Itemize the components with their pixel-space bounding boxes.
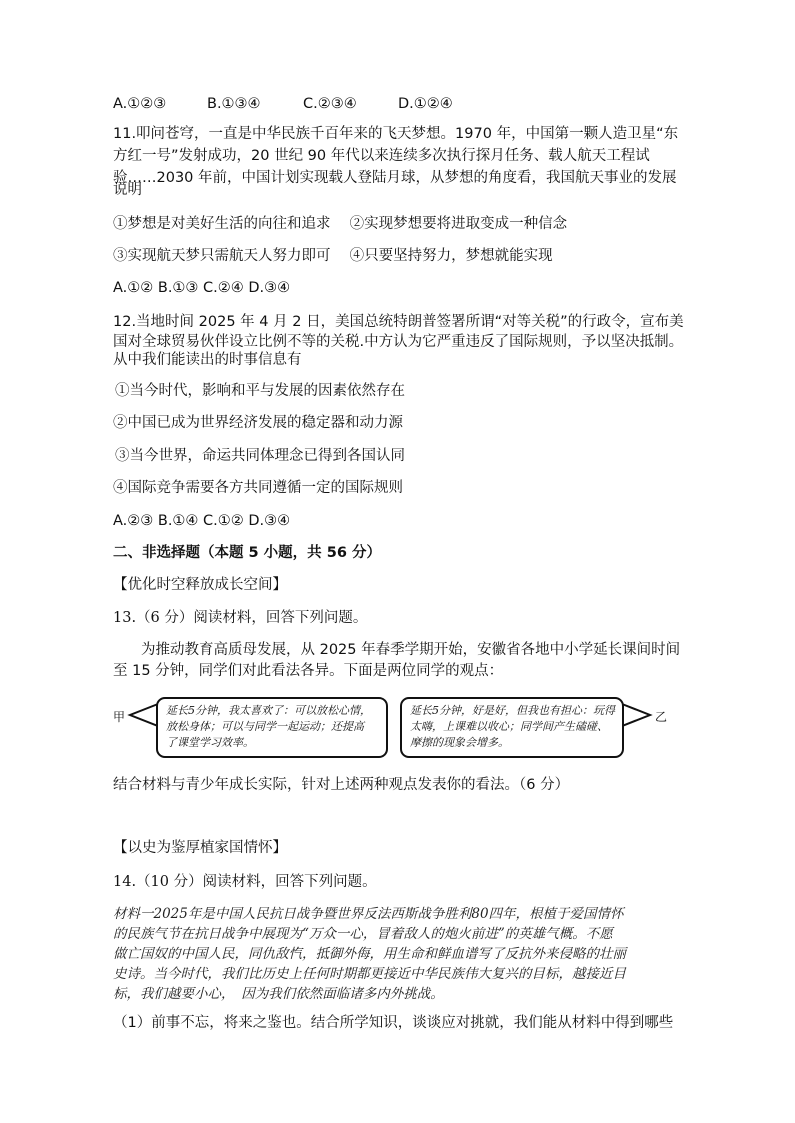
student-yi-label: 乙 (655, 710, 668, 724)
q10-option-c: C.②③④ (303, 96, 357, 112)
q12-stem-line: 12.当地时间 2025 年 4 月 2 日，美国总统特朗普签署所谓“对等关税”的行政令，宣布美 (113, 314, 684, 330)
bubble-jia-line: 了课堂学习效率。 (166, 736, 254, 749)
q14-material-line: 史诗。当今时代，我们比历史上任何时期都更接近中华民族伟大复兴的目标，越接近目 (113, 966, 626, 982)
q10-option-a: A.①②③ (113, 96, 167, 112)
speech-bubble-yi (400, 697, 624, 758)
theme-heading: 【优化时空释放成长空间】 (113, 577, 287, 593)
theme-heading: 【以史为鉴厚植家国情怀】 (113, 840, 287, 856)
q11-stem-line: 方红一号”发射成功，20 世纪 90 年代以来连续多次执行探月任务、载人航天工程试 (113, 148, 650, 164)
q13-stem: 13.（6 分）阅读材料，回答下列问题。 (113, 610, 368, 626)
speech-tail-right (620, 700, 654, 730)
q10-option-d: D.①②④ (398, 96, 453, 112)
q11-stem-line: 验……2030 年前，中国计划实现载人登陆月球，从梦想的角度看，我国航天事业的发展 (113, 170, 677, 186)
q12-item: ③当今世界，命运共同体理念已得到各国认同 (115, 448, 405, 464)
bubble-yi-line: 延长5分钟，好是好，但我也有担心：玩得 (410, 704, 615, 717)
q10-option-b: B.①③④ (207, 96, 261, 112)
q11-item: ③实现航天梦只需航天人努力即可 ④只要坚持努力，梦想就能实现 (113, 248, 553, 264)
q13-paragraph-line: 至 15 分钟，同学们对此看法各异。下面是两位同学的观点： (113, 663, 504, 679)
q11-stem-line: 11.叩问苍穹，一直是中华民族千百年来的飞天梦想。1970 年，中国第一颗人造卫星“东 (113, 126, 679, 142)
q14-material-line: 材料一2025年是中国人民抗日战争暨世界反法西斯战争胜利80四年，根植于爱国情怀 (113, 906, 624, 922)
section-title: 二、非选择题（本题 5 小题，共 56 分） (113, 545, 381, 561)
q11-stem-line: 说明 (113, 182, 142, 198)
bubble-jia-line: 放松身体；可以与同学一起运动；还提高 (166, 720, 364, 733)
q12-item: ④国际竞争需要各方共同遵循一定的国际规则 (113, 480, 403, 496)
q12-stem-line: 国对全球贸易伙伴设立比例不等的关税.中方认为它严重违反了国际规则，予以坚决抵制。 (113, 334, 684, 350)
q14-stem: 14.（10 分）阅读材料，回答下列问题。 (113, 874, 377, 890)
q14-material-line: 的民族气节在抗日战争中展现为“万众一心，冒着敌人的炮火前进”的英雄气概。不愿 (113, 926, 613, 942)
speech-tail-left (126, 700, 160, 730)
q13-question: 结合材料与青少年成长实际，针对上述两种观点发表你的看法。（6 分） (113, 777, 570, 793)
q14-material-line: 标，我们越要小心， 因为我们依然面临诸多内外挑战。 (113, 986, 444, 1002)
student-jia-label: 甲 (113, 710, 126, 724)
bubble-yi-line: 摩擦的现象会增多。 (410, 736, 509, 749)
q14-subquestion-1: （1）前事不忘，将来之鉴也。结合所学知识，谈谈应对挑就，我们能从材料中得到哪些 (113, 1015, 674, 1031)
q11-options: A.①② B.①③ C.②④ D.③④ (113, 280, 291, 296)
q12-item: ②中国已成为世界经济发展的稳定器和动力源 (113, 415, 403, 431)
speech-bubble-jia (156, 697, 388, 758)
q13-paragraph-line: 为推动教育高质母发展，从 2025 年春季学期开始，安徽省各地中小学延长课间时间 (141, 642, 681, 658)
q12-stem-line: 从中我们能读出的时事信息有 (113, 352, 302, 368)
q14-material-line: 做亡国奴的中国人民，同仇敌忾，抵御外侮，用生命和鲜血谱写了反抗外来侵略的壮丽 (113, 946, 626, 962)
q11-item: ①梦想是对美好生活的向往和追求 ②实现梦想要将进取变成一种信念 (113, 216, 568, 232)
bubble-yi-line: 太嗨，上课难以收心；同学间产生磕碰、 (410, 720, 608, 733)
q12-options: A.②③ B.①④ C.①② D.③④ (113, 513, 291, 529)
bubble-jia-line: 延长5分钟，我太喜欢了：可以放松心情， (166, 704, 371, 717)
q12-item: ①当今时代，影响和平与发展的因素依然存在 (115, 383, 405, 399)
